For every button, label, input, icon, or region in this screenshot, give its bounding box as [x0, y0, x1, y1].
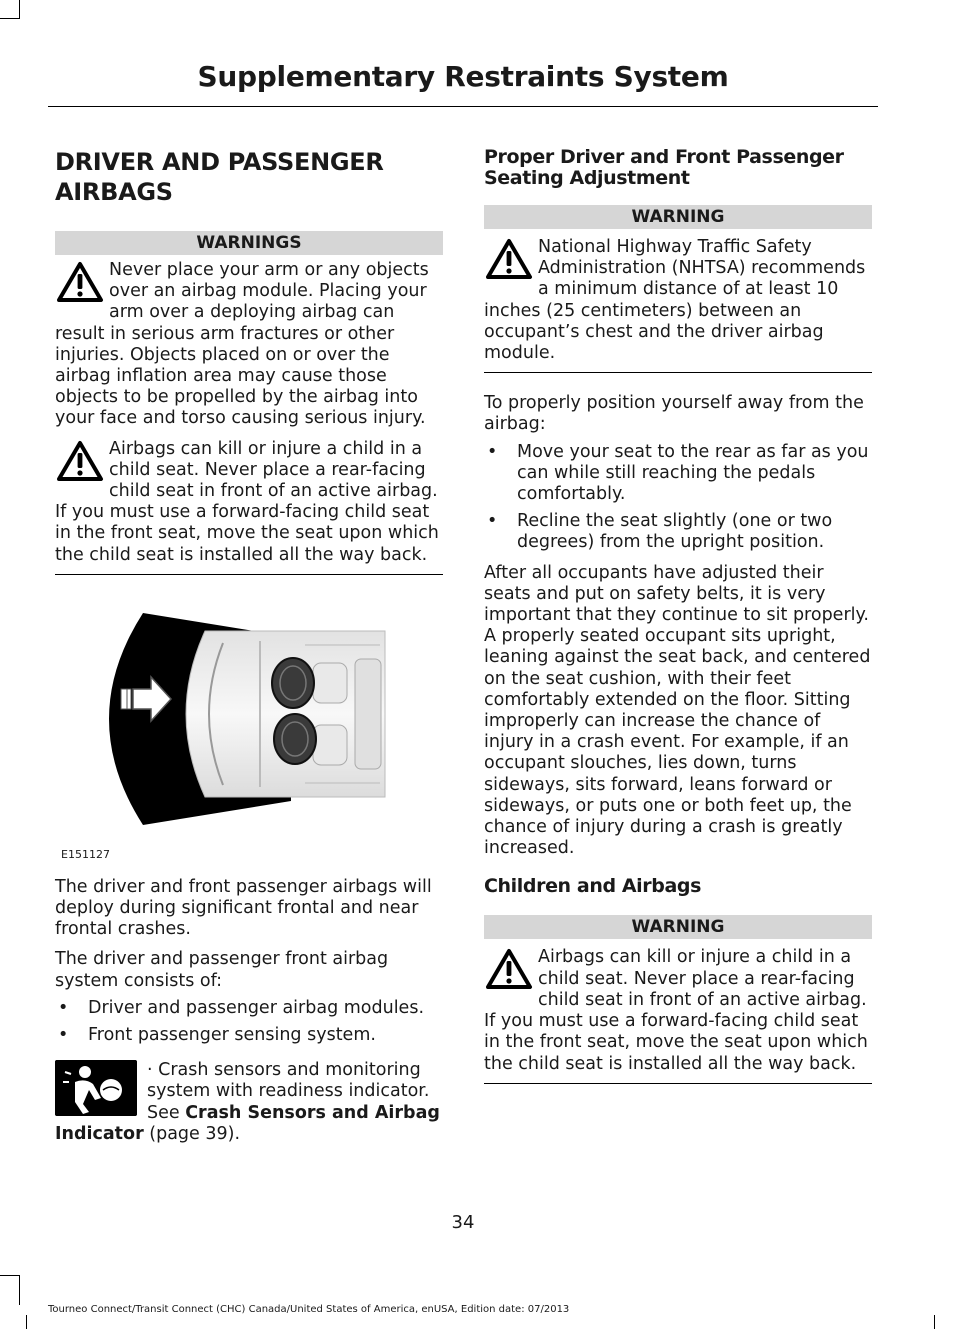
paragraph: The driver and passenger front airbag system consists of:: [55, 949, 389, 991]
footer-text: Tourneo Connect/Transit Connect (CHC) Canada/United States of America, enUSA, Edition date: 07/2013: [48, 1304, 570, 1315]
warning-bar: WARNING: [484, 915, 872, 939]
warning-text: Never place your arm or any objects over an airbag module. Placing your arm over a deploying airbag can result in serious arm fractures or other injuries. Objects placed on or over the airbag inflation area may cause those objects to be propelled by the airbag into your face and torso causing serious injury.: [55, 260, 429, 429]
warning-text: Airbags can kill or injure a child in a child seat. Never place a rear-facing child seat in front of an active airbag. If you must use a forward-facing child seat in the front seat, move the seat upon which the child seat is installed all the way back.: [484, 947, 868, 1074]
airbag-illustration: [55, 589, 443, 861]
airbag-indicator-icon: [55, 1060, 137, 1116]
right-column: [484, 147, 872, 1084]
figure-code: E151127: [61, 847, 110, 861]
crop-mark: [0, 18, 20, 19]
section-heading: Proper Driver and Front Passenger Seating Adjustment: [484, 146, 844, 189]
page-title: Supplementary Restraints System: [197, 60, 729, 93]
crop-mark: [19, 1275, 20, 1305]
warning-text: Airbags can kill or injure a child in a child seat. Never place a rear-facing child seat in front of an active airbag. If you must use a forward-facing child seat in the front seat, move the seat upon which the child seat is installed all the way back.: [55, 438, 439, 565]
list-item: • Front passenger sensing system.: [58, 1025, 376, 1046]
warning-block: [484, 947, 872, 1074]
crop-mark: [0, 1275, 20, 1276]
warning-bar: WARNING: [484, 205, 872, 229]
page-number: 34: [451, 1212, 475, 1233]
warning-block: [55, 260, 443, 430]
list-item: • Driver and passenger airbag modules.: [58, 997, 425, 1018]
airbag-deployment-illustration: [55, 589, 443, 861]
subheading: Children and Airbags: [484, 875, 701, 898]
cross-reference-link[interactable]: Crash Sensors and Airbag Indicator: [55, 1102, 440, 1144]
crop-mark: [19, 0, 20, 18]
paragraph: After all occupants have adjusted their seats and put on safety belts, it is very important that they continue to sit properly. A properly seated occupant sits upright, leaning against the seat back, and centered on the seat cushion, with their feet comfortably extended on the floor. Sitting improperly can increase the chance of injury in a crash event. For example, if an occupant slouches, lies down, turns sideways, sits forward, leans forward or sideways, or puts one or both feet up, the chance of injury during a crash is greatly increased.: [484, 562, 871, 859]
divider: [484, 372, 872, 373]
divider: [484, 1083, 872, 1084]
bullet-list: [55, 998, 443, 1046]
paragraph: To properly position yourself away from the airbag:: [484, 393, 864, 435]
title-rule: [48, 106, 878, 107]
warning-triangle-icon: [484, 237, 534, 281]
warnings-bar: WARNINGS: [55, 231, 443, 255]
paragraph: The driver and front passenger airbags will deploy during significant frontal and near frontal crashes.: [55, 876, 432, 940]
warning-block: [55, 439, 443, 566]
warning-triangle-icon: [484, 947, 534, 991]
warning-triangle-icon: [55, 439, 105, 483]
indicator-block: · Crash sensors and monitoring system with readiness indicator. See Crash Sensors and Airbag Indicator (page 39).: [55, 1060, 440, 1144]
crop-mark: [26, 1315, 27, 1329]
bullet-list: [484, 442, 872, 554]
section-heading: DRIVER AND PASSENGER AIRBAGS: [55, 148, 384, 206]
warning-triangle-icon: [55, 260, 105, 304]
crop-mark: [934, 1315, 935, 1329]
left-column: [55, 147, 443, 1145]
list-item: • Move your seat to the rear as far as you can while still reaching the pedals comfortably.: [487, 441, 869, 505]
list-item: • Recline the seat slightly (one or two degrees) from the upright position.: [487, 511, 833, 553]
warning-text: National Highway Traffic Safety Administration (NHTSA) recommends a minimum distance of at least 10 inches (25 centimeters) between an occupant’s chest and the driver airbag module.: [484, 237, 866, 364]
divider: [55, 574, 443, 575]
warning-block: [484, 237, 872, 364]
